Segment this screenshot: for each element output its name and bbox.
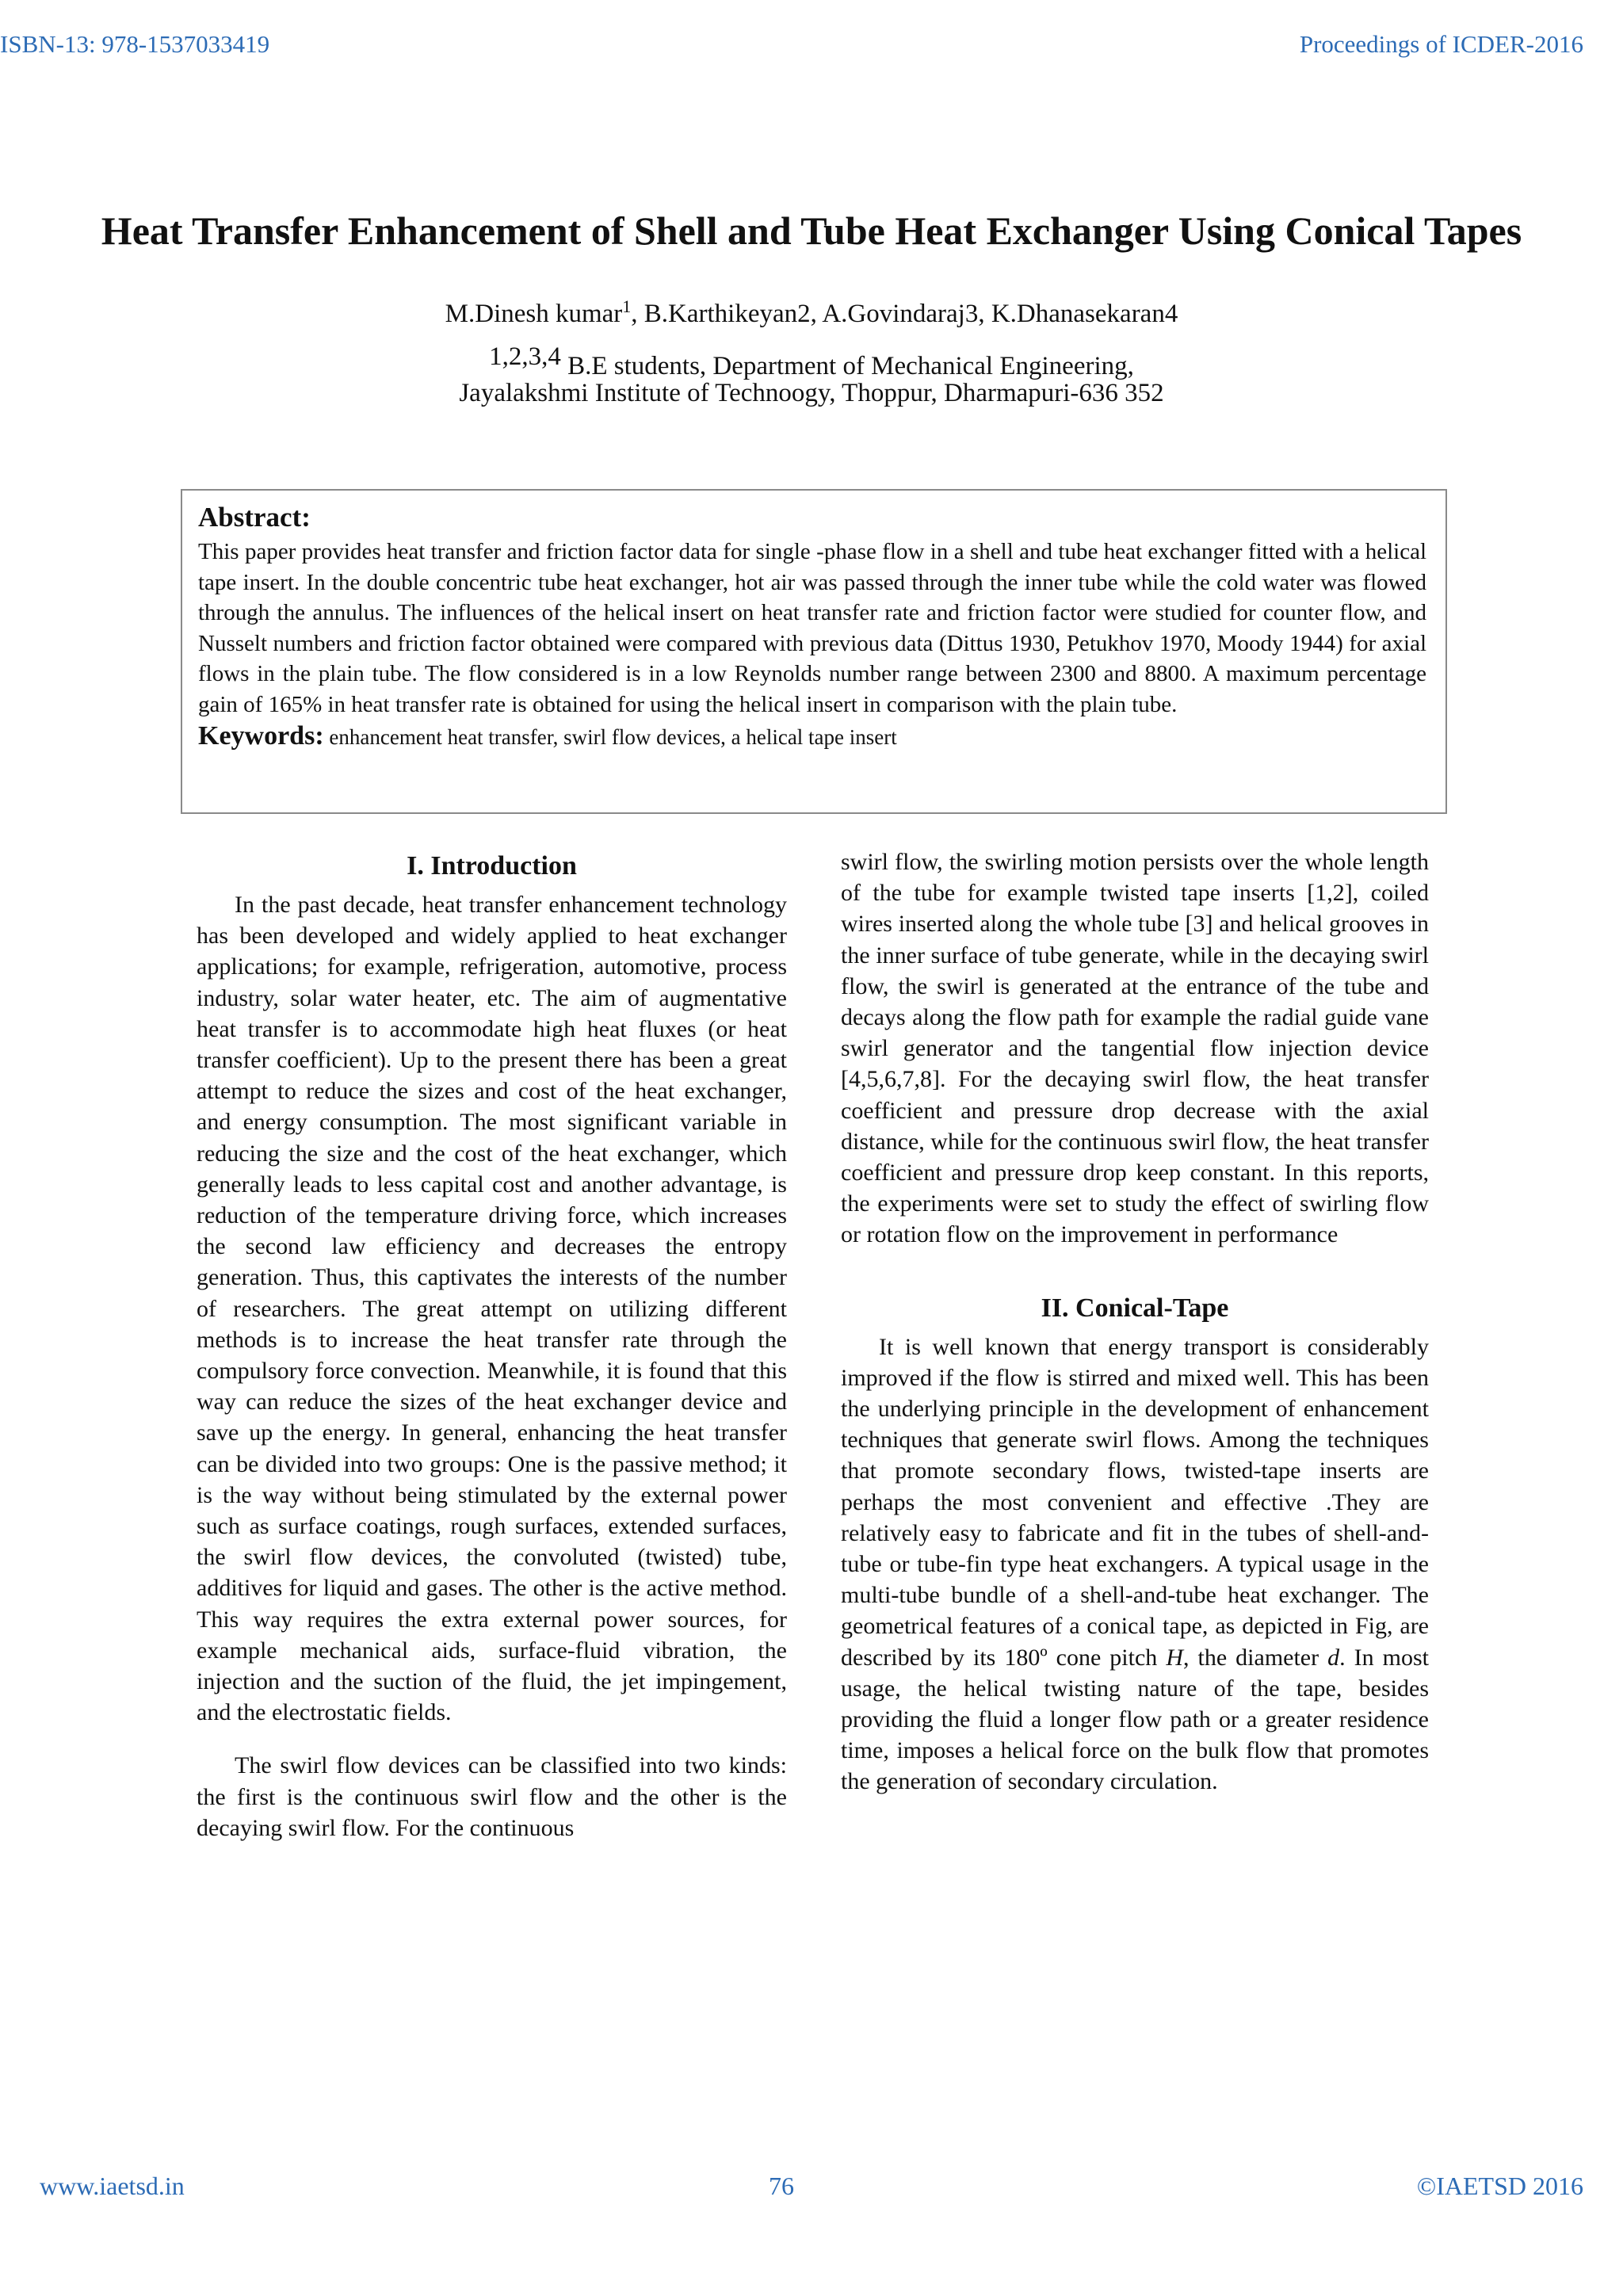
introduction-paragraph-1: In the past decade, heat transfer enhancement technology has been developed and widely applied to heat exchanger applications; for example, refrigeration, automotive, process industry, solar water heater, etc. The aim of augmentative heat transfer is to accommodate high heat fluxes (or heat transfer coefficient). Up to the present there has been a great attempt to reduce the sizes and cost of the heat exchanger, and energy consumption. The most significant variable in reducing the size and the cost of the heat exchanger, which generally leads to less capital cost and another advantage, is reduction of the temperature driving force, which increases the second law efficiency and decreases the entropy generation. Thus, this captivates the interests of the number of researchers. The great attempt on utilizing different methods is to increase the heat transfer rate through the compulsory force convection. Meanwhile, it is found that this way can reduce the sizes of the heat exchanger device and save up the energy. In general, enhancing the heat transfer can be divided into two groups: One is the passive method; it is the way without being stimulated by the external power such as surface coatings, rough surfaces, extended surfaces, the swirl flow devices, the convoluted (twisted) tube, additives for liquid and gases. The other is the active method. This way requires the extra external power sources, for example mechanical aids, surface-fluid vibration, the injection and the suction of the fluid, the jet impingement, and the electrostatic fields. [197, 892, 787, 1726]
conical-tape-paragraph [841, 1331, 1429, 1797]
isbn-header: ISBN-13: 978-1537033419 [0, 30, 270, 58]
page-number: 76 [769, 2172, 794, 2200]
left-column [197, 846, 787, 1843]
footer-copyright: ©IAETSD 2016 [1416, 2172, 1583, 2200]
footer-url: www.iaetsd.in [40, 2172, 185, 2200]
conical-tape-heading: II. Conical-Tape [1041, 1293, 1229, 1323]
keywords-line [198, 721, 1426, 751]
pitch-symbol: H [1166, 1644, 1183, 1671]
department-text: B.E students, Department of Mechanical Engineering, [560, 352, 1134, 380]
conical-text-part-3: . In most usage, the helical twisting nature of the tape, besides providing the fluid a longer flow path or a greater residence time, imposes a helical force on the bulk flow that promotes the generation of secondary circulation. [841, 1644, 1429, 1795]
author-list [95, 296, 1528, 329]
introduction-paragraph-continued: swirl flow, the swirling motion persists over the whole length of the tube for example twisted tape inserts [1,2], coiled wires inserted along the whole tube [3] and helical grooves in the inner surface of tube generate, while in the decaying swirl flow, the swirl is generated at the entrance of the tube and decays along the flow path for example the radial guide vane swirl generator and the tangential flow injection device [4,5,6,7,8]. For the decaying swirl flow, the heat transfer coefficient and pressure drop decrease with the axial distance, while for the continuous swirl flow, the heat transfer coefficient and pressure drop keep constant. In this reports, the experiments were set to study the effect of swirling flow or rotation flow on the improvement in performance [841, 849, 1430, 1248]
paper-title: Heat Transfer Enhancement of Shell and Tube Heat Exchanger Using Conical Tapes [101, 208, 1522, 253]
conical-text-part-2: , the diameter [1182, 1644, 1328, 1671]
abstract-text: This paper provides heat transfer and friction factor data for single -phase flow in a shell and tube heat exchanger fitted with a helical tape insert. In the double concentric tube heat exchanger, hot air was passed through the inner tube while the cold water was flowed through the annulus. The influences of the helical insert on heat transfer rate and friction factor were studied for counter flow, and Nusselt numbers and friction factor obtained were compared with previous data (Dittus 1930, Petukhov 1970, Moody 1944) for axial flows in the plain tube. The flow considered is in a low Reynolds number range between 2300 and 8800. A maximum percentage gain of 165% in heat transfer rate is obtained for using the helical insert in comparison with the plain tube. [198, 539, 1426, 717]
section-gap [841, 1251, 1429, 1289]
introduction-paragraph-2: The swirl flow devices can be classified into two kinds: the first is the continuous swirl flow and the other is the decaying swirl flow. For the continuous [197, 1752, 787, 1841]
first-author: M.Dinesh kumar [445, 300, 623, 328]
affiliation-department [95, 342, 1528, 381]
abstract-heading: Abstract: [198, 502, 311, 533]
other-authors: , B.Karthikeyan2, A.Govindaraj3, K.Dhanasekaran4 [631, 300, 1178, 328]
keywords-label: Keywords: [198, 721, 324, 751]
abstract-box [181, 489, 1447, 814]
affiliation-institute: Jayalakshmi Institute of Technoogy, Thoppur, Dharmapuri-636 352 [459, 379, 1164, 407]
proceedings-header: Proceedings of ICDER-2016 [1299, 30, 1583, 58]
conical-text-part-1: It is well known that energy transport is considerably improved if the flow is stirred and mixed well. This has been the underlying principle in the development of enhancement techniques that generate swirl flows. Among the techniques that promote secondary flows, twisted-tape inserts are perhaps the most convenient and effective .They are relatively easy to fabricate and fit in the tubes of shell-and-tube or tube-fin type heat exchangers. A typical usage in the multi-tube bundle of a shell-and-tube heat exchanger. The geometrical features of a conical tape, as depicted in Fig, are described by its 180º cone pitch [841, 1333, 1429, 1671]
keywords-text: enhancement heat transfer, swirl flow devices, a helical tape insert [323, 725, 897, 749]
diameter-symbol: d [1327, 1644, 1340, 1671]
introduction-heading: I. Introduction [407, 851, 577, 881]
right-column [841, 846, 1429, 1797]
first-author-superscript: 1 [622, 296, 632, 316]
paragraph-gap [197, 1728, 787, 1750]
affiliation-superscript: 1,2,3,4 [489, 342, 561, 371]
